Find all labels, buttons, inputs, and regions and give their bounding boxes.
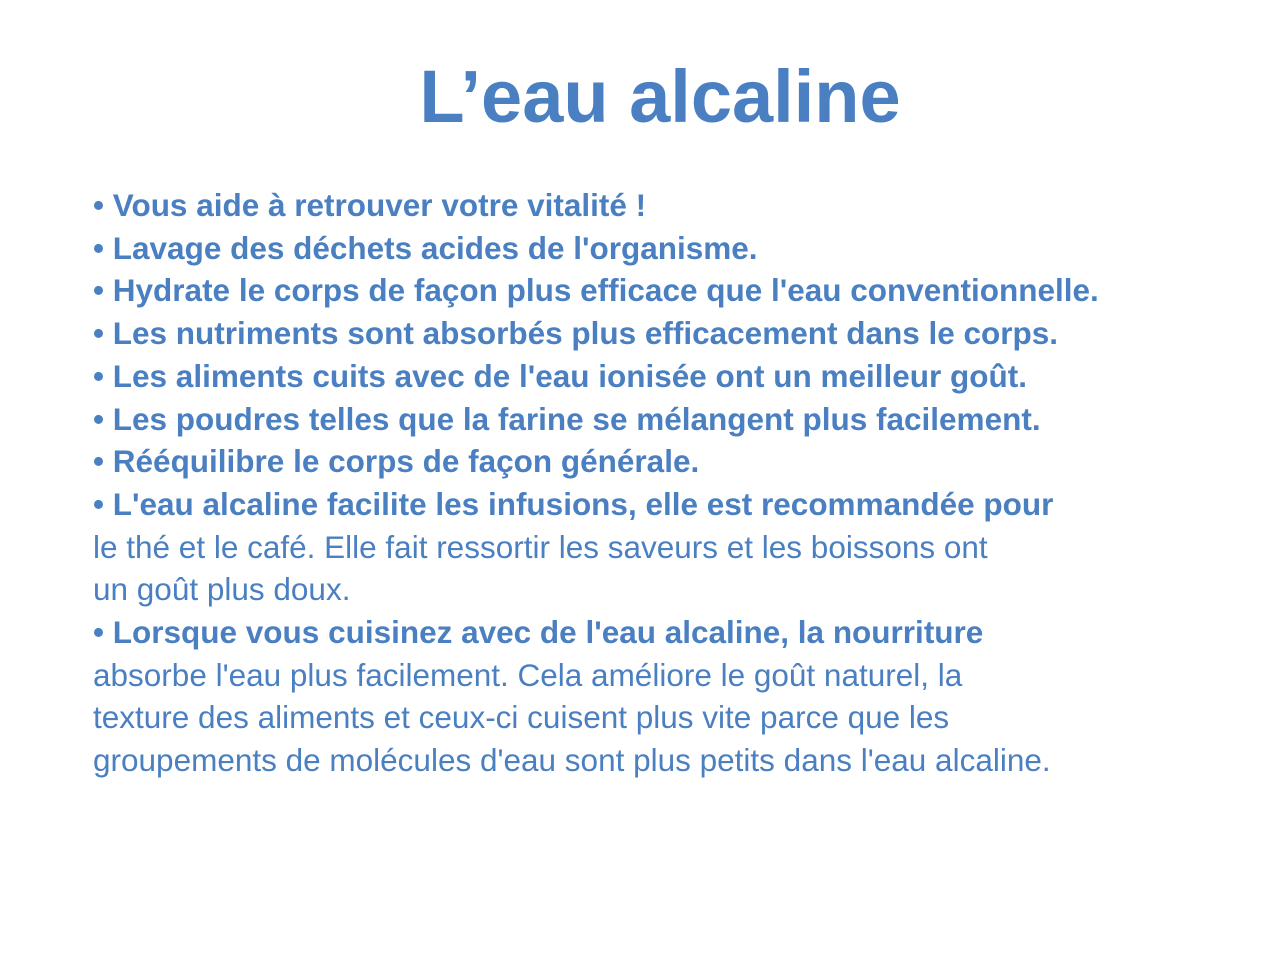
bullet-cooked-food: • Les aliments cuits avec de l'eau ionisée ont un meilleur goût. [93,357,1028,394]
cooking-continuation-2: texture des aliments et ceux-ci cuisent plus vite parce que les [93,699,950,736]
bullet-powders: • Les poudres telles que la farine se mélangent plus facilement. [93,400,1041,437]
bullet-acid-waste: • Lavage des déchets acides de l'organisme. [93,229,758,266]
bullet-rebalance: • Rééquilibre le corps de façon générale. [93,443,700,480]
cooking-continuation-1: absorbe l'eau plus facilement. Cela améliore le goût naturel, la [93,656,963,693]
bullet-nutrients: • Les nutriments sont absorbés plus efficacement dans le corps. [93,315,1059,352]
bullet-cooking: • Lorsque vous cuisinez avec de l'eau alcaline, la nourriture [93,614,984,651]
bullet-vitality: • Vous aide à retrouver votre vitalité ! [93,187,647,223]
cooking-continuation-3: groupements de molécules d'eau sont plus petits dans l'eau alcaline. [93,742,1051,779]
slide-title: L’eau alcaline [419,55,901,138]
bullet-infusions: • L'eau alcaline facilite les infusions, elle est recommandée pour [93,485,1054,522]
infusions-continuation-2: un goût plus doux. [93,571,351,608]
infusions-continuation-1: le thé et le café. Elle fait ressortir les saveurs et les boissons ont [93,528,988,565]
bullet-hydration: • Hydrate le corps de façon plus efficace que l'eau conventionnelle. [93,272,1099,309]
bullet-list [93,184,1273,782]
